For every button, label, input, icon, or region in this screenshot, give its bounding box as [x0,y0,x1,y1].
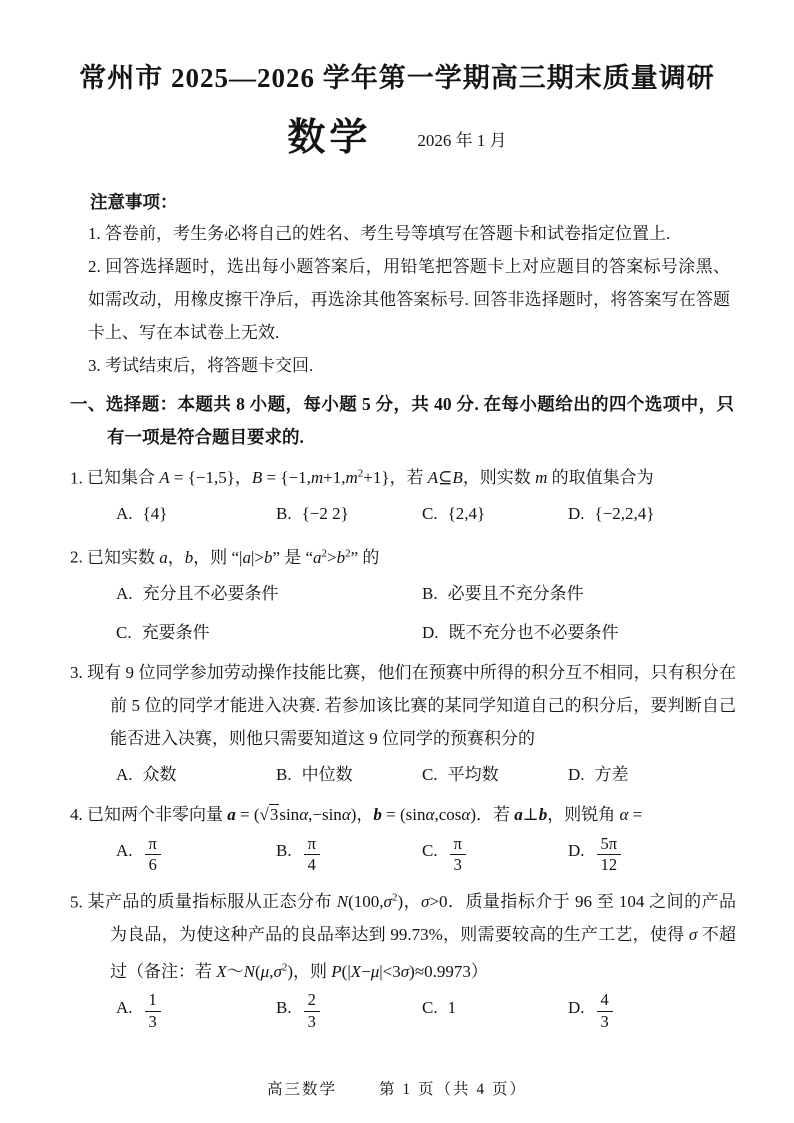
option-D: D. {−2,2,4} [568,504,655,524]
question-2 [70,537,736,652]
notice-item-2: 2. 回答选择题时，选出每小题答案后，用铅笔把答题卡上对应题目的答案标号涂黑、如需改动，用橡皮擦干净后，再选涂其他答案标号. 回答非选择题时，将答案写在答题卡上、写在本试卷上无效. [88,256,730,342]
question-3-stem [70,656,736,755]
page-title: 常州市 2025—2026 学年第一学期高三期末质量调研 [79,63,715,93]
option-A: A. 充分且不必要条件 [116,584,279,604]
option-D: D. $\frac{4}{3}$ [568,988,736,1034]
question-1 [70,458,736,534]
question-text: 已知实数 a，b，则 “|a|>b” 是 “$a^2>b^2$” 的 [87,547,380,568]
question-1-stem [70,458,736,495]
subject-row [0,106,794,161]
option-D: D. 方差 [568,765,629,785]
question-5-options [116,988,736,1034]
option-B: B. 必要且不充分条件 [422,584,584,604]
question-2-stem [70,537,736,574]
page-footer [0,1077,794,1099]
option-C: C. 平均数 [422,765,499,785]
question-4-options [116,831,736,877]
question-text: 某产品的质量指标服从正态分布 $N(100,\sigma^2)$，σ>0．质量指标介于 96 至 104 之间的产品为良品，为使这种产品的良品率达到 99.73%，则需要较高的生产工艺，使得 σ 不超过（备注：若 $X\sim N(\mu,\sigma^2)$，则 P(|X−μ|<3σ)≈0.9973） [87,891,737,981]
subject-title: 数学 [287,116,372,159]
option-A: A. $\frac{1}{3}$ [116,988,276,1034]
question-1-options [116,494,736,533]
question-text: 已知集合 A = {−1,5}，$B = \{-1,m+1,m^2+1\}$，若 A⊆B，则实数 m 的取值集合为 [87,467,654,488]
option-C: C. $\frac{\pi}{3}$ [422,831,568,877]
question-5 [70,882,736,1035]
option-C: C. 充要条件 [116,623,210,643]
question-text: 现有 9 位同学参加劳动操作技能比赛，他们在预赛中所得的积分互不相同，只有积分在前 5 位的同学才能进入决赛. 若参加该比赛的某同学知道自己的积分后，要判断自己能否进入决赛，则他只需要知道这 9 位同学的预赛积分的 [87,663,736,749]
question-4-stem [70,798,736,831]
question-2-options [116,574,736,652]
notice-section [0,187,794,382]
question-4 [70,798,736,877]
exam-date: 2026 年 1 月 [417,130,507,150]
option-B: B. 中位数 [276,765,353,785]
question-text: 已知两个非零向量 a = (√3sinα,−sinα)，b = (sinα,cosα)．若 a⊥b，则锐角 α = [87,805,643,825]
notice-heading: 注意事项： [90,191,178,212]
option-B: B. $\frac{\pi}{4}$ [276,831,422,877]
section-1-heading: 一、选择题：本题共 8 小题，每小题 5 分，共 40 分. 在每小题给出的四个选项中，只有一项是符合题目要求的. [70,393,734,447]
option-D: D. $\frac{5\pi}{12}$ [568,831,736,877]
option-C: C. {2,4} [422,504,486,524]
question-3 [70,656,736,794]
notice-item-3: 3. 考试结束后，将答题卡交回. [88,355,314,375]
question-number: 4. [70,805,83,825]
question-number: 2. [70,548,83,568]
option-A: A. {4} [116,504,168,524]
exam-header [0,62,794,161]
footer-course: 高三数学 [266,1081,337,1098]
question-number: 3. [70,663,83,683]
question-number: 1. [70,468,83,488]
option-D: D. 既不充分也不必要条件 [422,623,619,643]
option-A: A. 众数 [116,765,177,785]
option-C: C. 1 [422,997,457,1017]
option-B: B. $\frac{2}{3}$ [276,988,422,1034]
question-number: 5. [70,892,83,912]
question-3-options [116,755,736,794]
question-5-stem [70,882,736,988]
footer-page-number: 第 1 页（共 4 页） [379,1081,528,1098]
option-B: B. {−2 2} [276,504,349,524]
option-A: A. $\frac{\pi}{6}$ [116,831,276,877]
notice-item-1: 1. 答卷前，考生务必将自己的姓名、考生号等填写在答题卡和试卷指定位置上. [88,223,671,243]
